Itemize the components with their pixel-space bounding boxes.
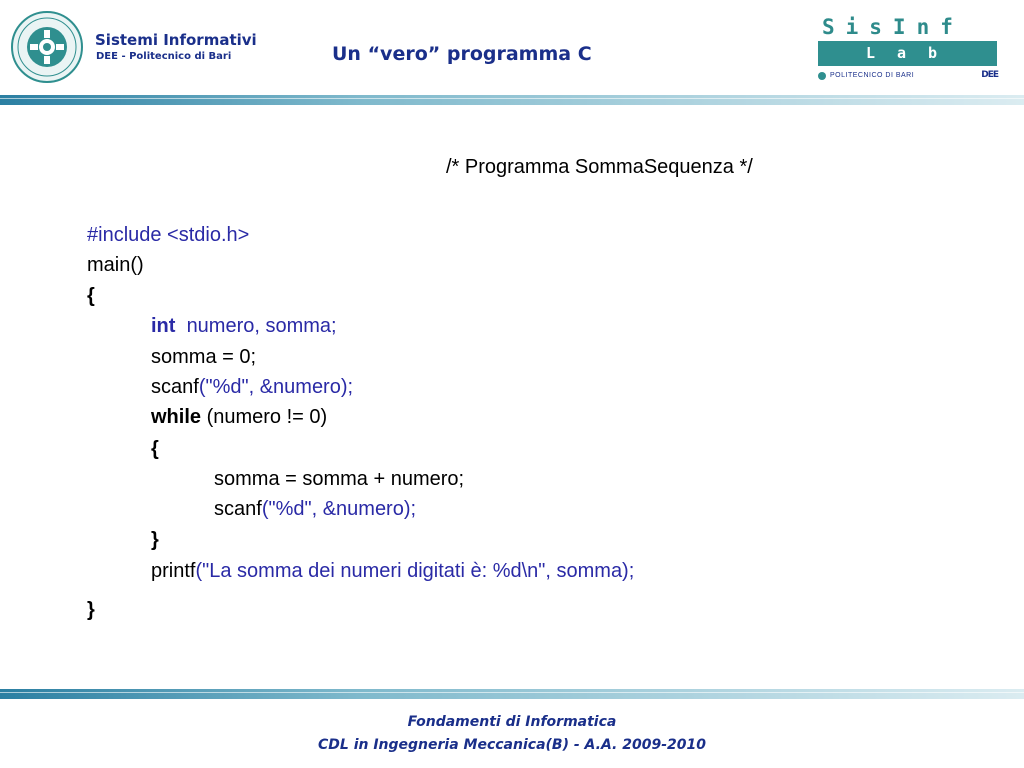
scanf-args: ("%d", &numero); [198,376,354,398]
university-seal-icon [10,10,84,84]
brand-title: Sistemi Informativi [95,31,257,49]
while-condition: (numero != 0) [206,406,328,428]
printf-args: ("La somma dei numeri digitati è: %d\n", somma); [195,560,635,582]
lab-logo-bar-text: Lab [818,41,997,66]
code-line-while-open: { [151,438,159,460]
brand-subtitle: DEE - Politecnico di Bari [96,51,232,62]
scanf-args: ("%d", &numero); [261,498,417,520]
code-comment: /* Programma SommaSequenza */ [446,156,753,178]
code-line-open-brace: { [87,285,95,307]
footer-degree: CDL in Ingegneria Meccanica(B) - A.A. 2009-2010 [318,737,706,753]
declaration-vars: numero, somma; [186,315,337,337]
code-line-include: #include <stdio.h> [87,224,250,246]
gear-icon [818,72,826,80]
code-line-close-brace: } [87,599,95,621]
code-line-init: somma = 0; [151,346,257,368]
function-scanf: scanf [214,498,262,520]
footer-course: Fondamenti di Informatica [407,714,617,730]
lab-logo-footer [818,69,998,82]
code-line-printf [151,559,634,583]
code-line-declaration [151,314,337,338]
code-line-while-close: } [151,529,159,551]
slide-title: Un “vero” programma C [332,43,592,65]
sisinf-lab-logo [818,14,1000,82]
code-line-scanf-1 [151,375,353,399]
code-line-scanf-2 [214,497,416,521]
dee-logo-text: DEE [981,70,998,80]
code-line-while [151,405,327,429]
keyword-int: int [151,315,176,337]
function-scanf: scanf [151,376,199,398]
lab-logo-footer-text: POLITECNICO DI BARI [830,72,915,79]
lab-logo-top-text: SisInf [822,15,964,39]
header-divider [0,95,1024,105]
code-line-sum: somma = somma + numero; [214,468,465,490]
code-line-main: main() [87,254,144,276]
keyword-while: while [151,406,202,428]
footer-divider [0,689,1024,699]
function-printf: printf [151,560,196,582]
